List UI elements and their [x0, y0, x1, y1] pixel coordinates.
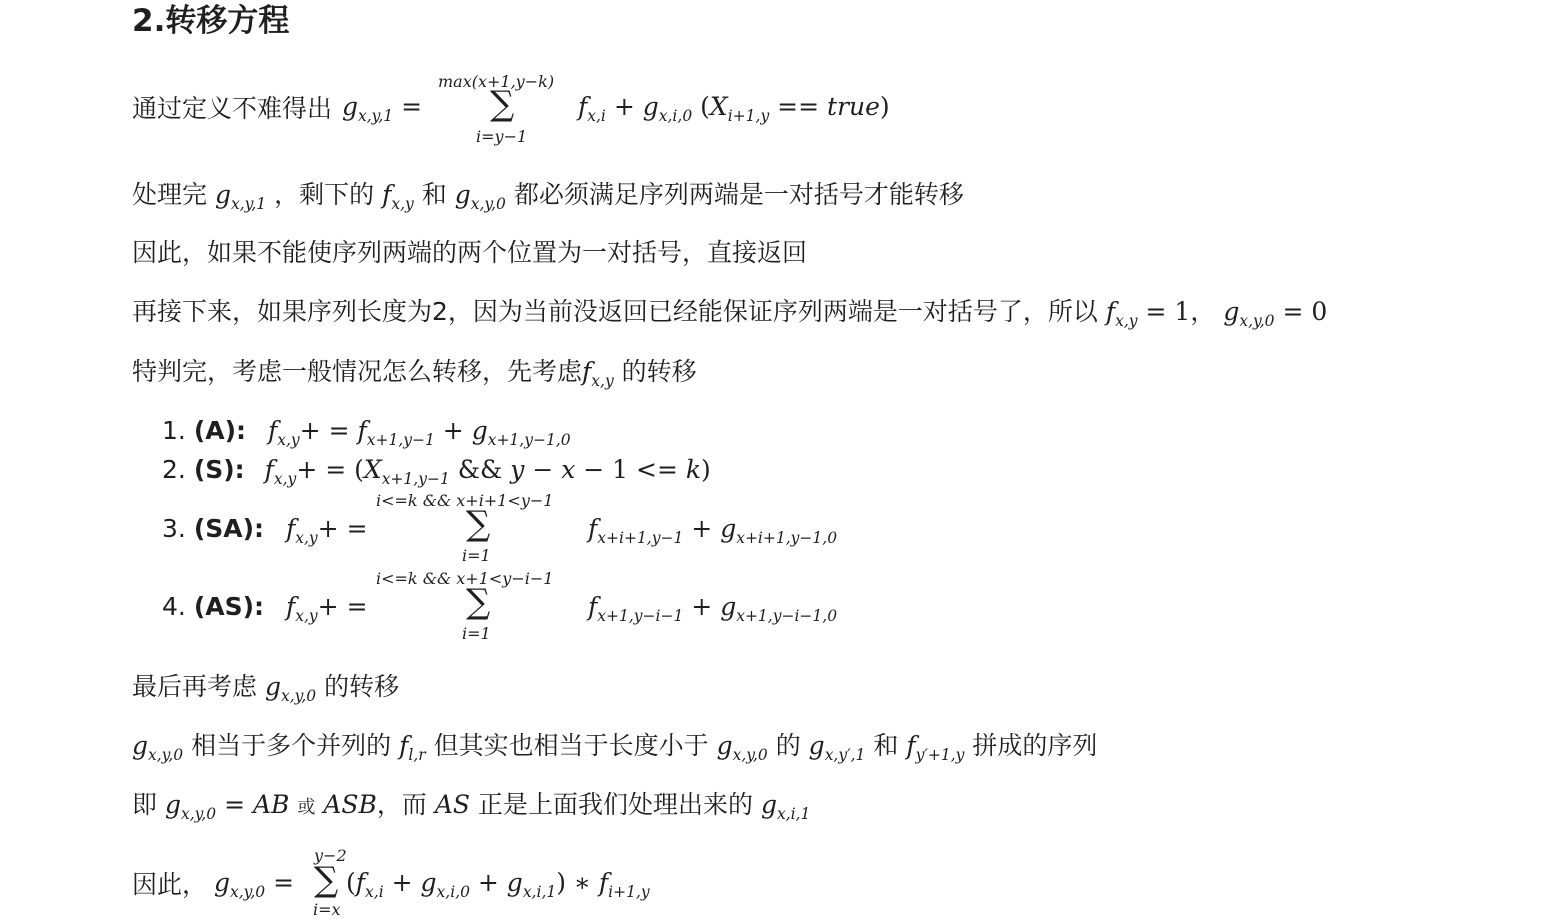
formula-g0-lhs: $g_{x,y,0}$ = [214, 868, 295, 901]
sum-upper-limit: max(x+1,y−k) [438, 72, 555, 91]
sum-symbol: ∑ [466, 504, 491, 544]
paragraph-return: 因此，如果不能使序列两端的两个位置为一对括号，直接返回 [132, 238, 808, 267]
list-item: 4. (AS): $f_{x,y}+$ = [162, 592, 368, 625]
paragraph-after-processing: 处理完 $g_{x,y,1}$ ，剩下的 $f_{x,y}$ 和 $g_{x,y,0}$ 都必须满足序列两端是一对括号才能转移 [132, 180, 964, 213]
sum-symbol: ∑ [314, 860, 339, 900]
list-item: 1. (A): $f_{x,y}+ = f_{x+1,y-1} + g_{x+1,y-1,0}$ [162, 416, 571, 449]
paragraph-length-two: 再接下来，如果序列长度为2，因为当前没返回已经能保证序列两端是一对括号了，所以 $f_{x,y} = 1$， $g_{x,y,0} = 0$ [132, 297, 1328, 330]
sum-upper-limit: i<=k && x+i+1<y−1 [376, 491, 554, 510]
formula-as-rhs: $f_{x+1,y-i-1} + g_{x+1,y-i-1,0}$ [588, 592, 838, 625]
sum-symbol: ∑ [466, 582, 491, 622]
sum-lower-limit: i=x [313, 900, 341, 919]
list-item: 3. (SA): $f_{x,y}+$ = [162, 514, 368, 547]
paragraph-g0-transition: 最后再考虑 $g_{x,y,0}$ 的转移 [132, 672, 400, 705]
sum-lower-limit: i=1 [462, 546, 491, 565]
sum-lower-limit: i=y−1 [476, 127, 528, 146]
list-item: 2. (S): $f_{x,y}+ = (X_{x+1,y-1}$ && y − x − 1 <= k) [162, 455, 711, 488]
formula-sa-rhs: $f_{x+i+1,y-1} + g_{x+i+1,y-1,0}$ [588, 514, 838, 547]
paragraph-derivation: 通过定义不难得出 [132, 94, 333, 123]
paragraph-final-formula: 因此， [132, 870, 208, 899]
section-title: 2.转移方程 [132, 3, 290, 39]
sum-symbol: ∑ [490, 84, 515, 124]
paragraph-g0-meaning: $g_{x,y,0}$ 相当于多个并列的 $f_{l,r}$ 但其实也相当于长度小于 $g_{x,y,0}$ 的 $g_{x,y',1}$ 和 $f_{y'+1,y}$ 拼成的序列 [132, 731, 1098, 764]
sum-lower-limit: i=1 [462, 624, 491, 643]
formula-g1-rhs: $f_{x,i} + g_{x,i,0}$ ($X_{i+1,y}$ == true) [578, 92, 890, 125]
sum-upper-limit: y−2 [314, 846, 347, 865]
formula-g0-rhs: $(f_{x,i} + g_{x,i,0} + g_{x,i,1})$ ∗ $f_{i+1,y}$ [346, 868, 650, 901]
formula-g1-lhs: $g_{x,y,1}$ = [342, 92, 423, 125]
sum-upper-limit: i<=k && x+1<y−i−1 [376, 569, 554, 588]
paragraph-ab-asb: 即 $g_{x,y,0}$ = AB 或 ASB，而 AS 正是上面我们处理出来的 $g_{x,i,1}$ [132, 790, 811, 823]
paragraph-general-case: 特判完，考虑一般情况怎么转移，先考虑$f_{x,y}$ 的转移 [132, 357, 697, 390]
